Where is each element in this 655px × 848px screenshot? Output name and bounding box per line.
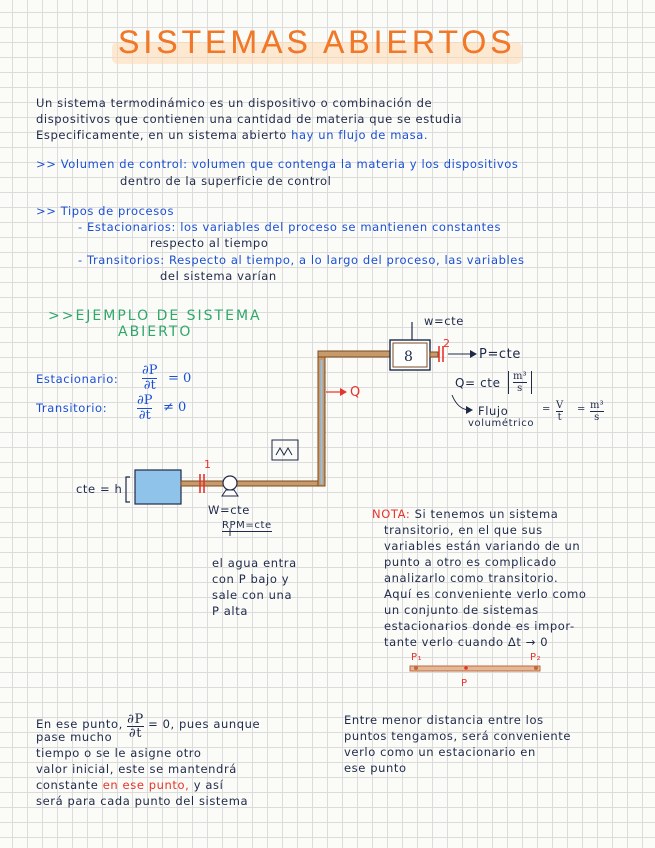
water-line-4: P alta [212,604,248,618]
v-over-t [556,400,563,423]
point-p1-label: P₁ [411,652,423,663]
flow-units-bottom: s [517,383,523,394]
pressure-arrow [448,350,477,358]
transient-label: Transitorio: [36,401,108,415]
transient-dp: ∂P [137,393,153,408]
turbine-work-label: w=cte [424,314,464,328]
svg-text:8: 8 [404,349,413,365]
note-line-3: variables están variando de un [384,539,581,553]
heat-label: Q [350,385,361,400]
pump-work-label: W=cte [208,503,250,517]
transient-dt: ∂t [138,408,151,423]
process-types-heading: >> Tipos de procesos [36,204,175,218]
bottom-left-6: será para cada punto del sistema [36,794,249,808]
note-line-9: tante verlo cuando Δt → 0 [384,635,549,649]
pump-icon [222,476,238,496]
stationary-dt: ∂t [143,378,156,393]
bottom-left-5c: y así [193,778,224,792]
m3-over-s [590,400,604,423]
bottom-left-4: valor inicial, este se mantendrá [36,762,237,776]
intro-line-3a: Especificamente, en un sistema abierto [36,128,287,142]
transient-neq: ≠ 0 [163,400,187,415]
point-2-label: 2 [443,337,451,350]
bottom-left-5a: constante [36,778,99,792]
intro-line-1: Un sistema termodinámico es un dispositivo o combinación de [36,96,433,110]
v-over-t-bottom: t [557,412,562,423]
pipe-horizontal [181,481,319,486]
stationary-eq: = 0 [168,371,192,386]
point-p2-label: P₂ [530,652,542,663]
turbine-box [390,340,430,370]
flujo-label: Flujo [478,404,509,418]
eq-sign-1: = [542,404,551,415]
stationary-label: Estacionario: [36,372,119,386]
pressure-constant-label: P=cte [479,347,521,362]
height-label: cte = h [76,482,123,496]
pipe-top [318,351,390,357]
flow-units-top: m³ [513,371,527,382]
control-volume-line-2: dentro de la superficie de control [120,174,332,188]
bottom-right-3: verlo como un estacionario en [344,745,536,759]
example-heading-2: ABIERTO [118,324,193,340]
m3-over-s-top: m³ [590,400,604,411]
note-line-6: Aquí es conveniente verlo como [384,587,587,601]
note-line-7: un conjunto de sistemas [384,603,539,617]
pipe-segment-diagram [410,666,540,671]
heat-arrow [326,388,347,396]
control-volume-line-1: >> Volumen de control: volumen que contenga la materia y los dispositivos [36,157,519,171]
bottom-left-1c: = 0, pues aunque [148,717,261,731]
bottom-left-3: tiempo o se le asigne otro [36,746,202,760]
page-title: SISTEMAS ABIERTOS [118,24,516,60]
m3-over-s-bottom: s [594,412,600,423]
bottom-left-fraction [127,713,144,740]
water-line-2: con P bajo y [212,572,290,586]
bottom-left-dt: ∂t [128,726,143,741]
process-stationary: - Estacionarios: los variables del proceso se mantienen constantes [78,220,502,234]
note-line-5: analizarlo como transitorio. [384,571,559,585]
eq-sign-2: = [577,404,586,415]
water-line-3: sale con una [212,588,293,602]
point-1-label: 1 [204,458,212,471]
volumetrico-label: volumétrico [468,418,535,429]
process-transient: - Transitorios: Respecto al tiempo, a lo largo del proceso, las variables [78,253,525,267]
bottom-right-4: ese punto [344,761,407,775]
bottom-left-2: pase mucho [36,730,113,744]
note-heading: NOTA: [372,507,411,521]
tank [135,470,181,504]
v-over-t-top: V [556,400,564,411]
note-line-8: estacionarios donde es impor- [384,619,575,633]
note-line-2: transitorio, en el que sus [384,523,543,537]
water-line-1: el agua entra [212,556,297,570]
example-heading-1: >>EJEMPLO DE SISTEMA [48,308,262,324]
intro-line-2: dispositivos que contienen una cantidad de materia que se estudia [36,112,463,126]
pipe-vertical [318,355,325,486]
flow-units [508,371,532,394]
bottom-left-5b: en ese punto, [102,778,190,792]
flow-constant-label: Q= cte [455,376,501,390]
stationary-dp: ∂P [142,363,158,378]
intro-line-3b: hay un flujo de masa. [291,128,429,142]
process-transient-cont: del sistema varían [160,269,277,283]
rpm-label: RPM=cte [222,520,272,531]
process-stationary-cont: respecto al tiempo [150,236,269,250]
note-line-1: Si tenemos un sistema [414,507,559,521]
point-p-label: P [461,678,468,689]
bottom-right-2: puntos tengamos, será conveniente [344,729,572,743]
heater-sketch [272,440,298,460]
note-line-4: punto a otro es complicado [384,555,557,569]
bottom-right-1: Entre menor distancia entre los [344,713,544,727]
height-bracket [126,477,130,502]
bottom-left-1a: En ese punto, [36,717,123,731]
bottom-left-dp: ∂P [127,712,144,727]
